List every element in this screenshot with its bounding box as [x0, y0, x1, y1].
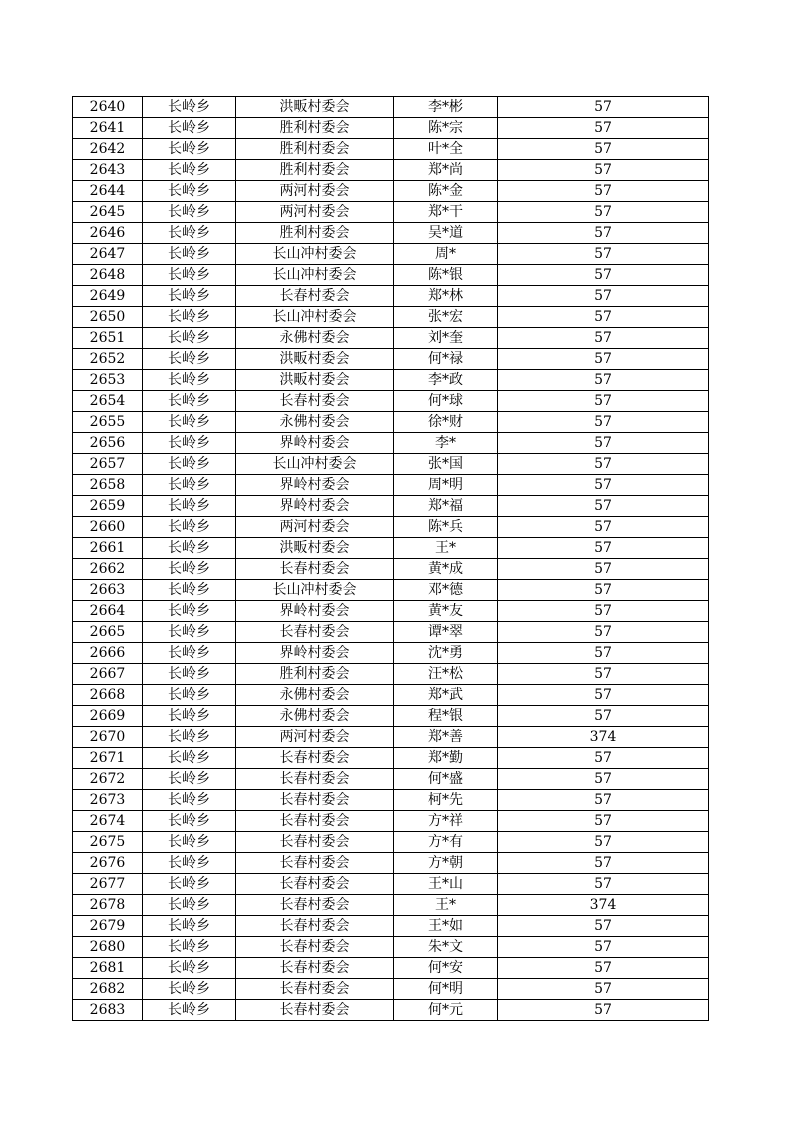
amount-cell: 57 — [498, 601, 709, 622]
serial-number-cell: 2643 — [73, 160, 143, 181]
village-committee-cell: 长山冲村委会 — [236, 580, 394, 601]
name-cell: 黄*成 — [394, 559, 498, 580]
township-cell: 长岭乡 — [143, 958, 236, 979]
table-row — [73, 139, 709, 160]
amount-cell: 57 — [498, 349, 709, 370]
village-committee-cell: 长春村委会 — [236, 1000, 394, 1021]
name-cell: 吴*道 — [394, 223, 498, 244]
township-cell: 长岭乡 — [143, 181, 236, 202]
name-cell: 郑*善 — [394, 727, 498, 748]
village-committee-cell: 胜利村委会 — [236, 664, 394, 685]
village-committee-cell: 长春村委会 — [236, 391, 394, 412]
township-cell: 长岭乡 — [143, 265, 236, 286]
table-row — [73, 181, 709, 202]
name-cell: 张*国 — [394, 454, 498, 475]
name-cell: 方*祥 — [394, 811, 498, 832]
name-cell: 方*有 — [394, 832, 498, 853]
name-cell: 谭*翠 — [394, 622, 498, 643]
township-cell: 长岭乡 — [143, 118, 236, 139]
name-cell: 王*如 — [394, 916, 498, 937]
table-row — [73, 811, 709, 832]
table-row — [73, 475, 709, 496]
amount-cell: 57 — [498, 685, 709, 706]
amount-cell: 57 — [498, 1000, 709, 1021]
village-committee-cell: 长春村委会 — [236, 559, 394, 580]
amount-cell: 57 — [498, 517, 709, 538]
table-row — [73, 937, 709, 958]
table-row — [73, 706, 709, 727]
village-committee-cell: 长春村委会 — [236, 622, 394, 643]
name-cell: 何*明 — [394, 979, 498, 1000]
village-committee-cell: 长春村委会 — [236, 874, 394, 895]
township-cell: 长岭乡 — [143, 874, 236, 895]
township-cell: 长岭乡 — [143, 517, 236, 538]
table-row — [73, 202, 709, 223]
name-cell: 何*元 — [394, 1000, 498, 1021]
village-committee-cell: 胜利村委会 — [236, 118, 394, 139]
serial-number-cell: 2664 — [73, 601, 143, 622]
name-cell: 何*安 — [394, 958, 498, 979]
name-cell: 徐*财 — [394, 412, 498, 433]
table-row — [73, 874, 709, 895]
serial-number-cell: 2663 — [73, 580, 143, 601]
amount-cell: 57 — [498, 538, 709, 559]
village-committee-cell: 界岭村委会 — [236, 496, 394, 517]
amount-cell: 57 — [498, 916, 709, 937]
serial-number-cell: 2641 — [73, 118, 143, 139]
serial-number-cell: 2671 — [73, 748, 143, 769]
amount-cell: 57 — [498, 979, 709, 1000]
amount-cell: 57 — [498, 265, 709, 286]
record-table — [72, 96, 709, 1021]
amount-cell: 57 — [498, 622, 709, 643]
township-cell: 长岭乡 — [143, 727, 236, 748]
table-row — [73, 391, 709, 412]
table-row — [73, 601, 709, 622]
village-committee-cell: 界岭村委会 — [236, 643, 394, 664]
name-cell: 郑*干 — [394, 202, 498, 223]
amount-cell: 57 — [498, 139, 709, 160]
table-row — [73, 958, 709, 979]
amount-cell: 57 — [498, 412, 709, 433]
village-committee-cell: 洪畈村委会 — [236, 97, 394, 118]
amount-cell: 57 — [498, 496, 709, 517]
village-committee-cell: 两河村委会 — [236, 517, 394, 538]
serial-number-cell: 2640 — [73, 97, 143, 118]
amount-cell: 57 — [498, 181, 709, 202]
township-cell: 长岭乡 — [143, 916, 236, 937]
serial-number-cell: 2660 — [73, 517, 143, 538]
name-cell: 陈*宗 — [394, 118, 498, 139]
village-committee-cell: 胜利村委会 — [236, 139, 394, 160]
township-cell: 长岭乡 — [143, 790, 236, 811]
amount-cell: 57 — [498, 790, 709, 811]
serial-number-cell: 2661 — [73, 538, 143, 559]
table-row — [73, 328, 709, 349]
table-row — [73, 832, 709, 853]
village-committee-cell: 长山冲村委会 — [236, 265, 394, 286]
serial-number-cell: 2657 — [73, 454, 143, 475]
township-cell: 长岭乡 — [143, 349, 236, 370]
serial-number-cell: 2668 — [73, 685, 143, 706]
township-cell: 长岭乡 — [143, 685, 236, 706]
township-cell: 长岭乡 — [143, 769, 236, 790]
table-row — [73, 370, 709, 391]
serial-number-cell: 2672 — [73, 769, 143, 790]
table-row — [73, 895, 709, 916]
township-cell: 长岭乡 — [143, 202, 236, 223]
serial-number-cell: 2651 — [73, 328, 143, 349]
township-cell: 长岭乡 — [143, 748, 236, 769]
name-cell: 柯*先 — [394, 790, 498, 811]
village-committee-cell: 长春村委会 — [236, 769, 394, 790]
township-cell: 长岭乡 — [143, 412, 236, 433]
amount-cell: 57 — [498, 160, 709, 181]
amount-cell: 57 — [498, 454, 709, 475]
table-row — [73, 412, 709, 433]
village-committee-cell: 两河村委会 — [236, 181, 394, 202]
village-committee-cell: 永佛村委会 — [236, 685, 394, 706]
township-cell: 长岭乡 — [143, 601, 236, 622]
table-row — [73, 265, 709, 286]
table-row — [73, 979, 709, 1000]
amount-cell: 57 — [498, 286, 709, 307]
township-cell: 长岭乡 — [143, 559, 236, 580]
serial-number-cell: 2675 — [73, 832, 143, 853]
table-row — [73, 349, 709, 370]
township-cell: 长岭乡 — [143, 580, 236, 601]
serial-number-cell: 2665 — [73, 622, 143, 643]
name-cell: 陈*银 — [394, 265, 498, 286]
village-committee-cell: 洪畈村委会 — [236, 349, 394, 370]
serial-number-cell: 2645 — [73, 202, 143, 223]
serial-number-cell: 2683 — [73, 1000, 143, 1021]
township-cell: 长岭乡 — [143, 139, 236, 160]
village-committee-cell: 永佛村委会 — [236, 328, 394, 349]
township-cell: 长岭乡 — [143, 643, 236, 664]
township-cell: 长岭乡 — [143, 853, 236, 874]
amount-cell: 57 — [498, 370, 709, 391]
amount-cell: 57 — [498, 97, 709, 118]
village-committee-cell: 洪畈村委会 — [236, 538, 394, 559]
amount-cell: 57 — [498, 706, 709, 727]
serial-number-cell: 2678 — [73, 895, 143, 916]
serial-number-cell: 2652 — [73, 349, 143, 370]
table-row — [73, 580, 709, 601]
serial-number-cell: 2644 — [73, 181, 143, 202]
amount-cell: 57 — [498, 118, 709, 139]
village-committee-cell: 长春村委会 — [236, 853, 394, 874]
table-row — [73, 748, 709, 769]
amount-cell: 57 — [498, 664, 709, 685]
amount-cell: 57 — [498, 748, 709, 769]
amount-cell: 374 — [498, 895, 709, 916]
village-committee-cell: 长春村委会 — [236, 832, 394, 853]
amount-cell: 57 — [498, 328, 709, 349]
township-cell: 长岭乡 — [143, 160, 236, 181]
serial-number-cell: 2673 — [73, 790, 143, 811]
name-cell: 李* — [394, 433, 498, 454]
village-committee-cell: 两河村委会 — [236, 727, 394, 748]
amount-cell: 57 — [498, 643, 709, 664]
village-committee-cell: 长山冲村委会 — [236, 454, 394, 475]
serial-number-cell: 2677 — [73, 874, 143, 895]
township-cell: 长岭乡 — [143, 811, 236, 832]
table-row — [73, 160, 709, 181]
village-committee-cell: 永佛村委会 — [236, 412, 394, 433]
township-cell: 长岭乡 — [143, 1000, 236, 1021]
serial-number-cell: 2656 — [73, 433, 143, 454]
name-cell: 叶*全 — [394, 139, 498, 160]
township-cell: 长岭乡 — [143, 475, 236, 496]
township-cell: 长岭乡 — [143, 895, 236, 916]
township-cell: 长岭乡 — [143, 433, 236, 454]
table-row — [73, 643, 709, 664]
serial-number-cell: 2647 — [73, 244, 143, 265]
serial-number-cell: 2676 — [73, 853, 143, 874]
table-row — [73, 538, 709, 559]
village-committee-cell: 胜利村委会 — [236, 223, 394, 244]
village-committee-cell: 长春村委会 — [236, 937, 394, 958]
name-cell: 程*银 — [394, 706, 498, 727]
name-cell: 王*山 — [394, 874, 498, 895]
table-row — [73, 286, 709, 307]
township-cell: 长岭乡 — [143, 328, 236, 349]
serial-number-cell: 2642 — [73, 139, 143, 160]
name-cell: 黄*友 — [394, 601, 498, 622]
amount-cell: 57 — [498, 958, 709, 979]
table-row — [73, 559, 709, 580]
amount-cell: 57 — [498, 811, 709, 832]
name-cell: 王* — [394, 538, 498, 559]
township-cell: 长岭乡 — [143, 223, 236, 244]
serial-number-cell: 2667 — [73, 664, 143, 685]
amount-cell: 57 — [498, 937, 709, 958]
amount-cell: 57 — [498, 559, 709, 580]
table-row — [73, 727, 709, 748]
serial-number-cell: 2646 — [73, 223, 143, 244]
table-row — [73, 517, 709, 538]
table-row — [73, 853, 709, 874]
serial-number-cell: 2655 — [73, 412, 143, 433]
township-cell: 长岭乡 — [143, 97, 236, 118]
amount-cell: 57 — [498, 307, 709, 328]
table-row — [73, 307, 709, 328]
name-cell: 陈*兵 — [394, 517, 498, 538]
table-row — [73, 118, 709, 139]
amount-cell: 57 — [498, 433, 709, 454]
township-cell: 长岭乡 — [143, 832, 236, 853]
table-row — [73, 916, 709, 937]
table-row — [73, 622, 709, 643]
serial-number-cell: 2674 — [73, 811, 143, 832]
village-committee-cell: 界岭村委会 — [236, 475, 394, 496]
name-cell: 郑*林 — [394, 286, 498, 307]
table-row — [73, 1000, 709, 1021]
village-committee-cell: 长春村委会 — [236, 895, 394, 916]
serial-number-cell: 2659 — [73, 496, 143, 517]
name-cell: 何*盛 — [394, 769, 498, 790]
table-row — [73, 496, 709, 517]
village-committee-cell: 长春村委会 — [236, 979, 394, 1000]
village-committee-cell: 长春村委会 — [236, 790, 394, 811]
township-cell: 长岭乡 — [143, 706, 236, 727]
name-cell: 方*朝 — [394, 853, 498, 874]
village-committee-cell: 长春村委会 — [236, 958, 394, 979]
village-committee-cell: 界岭村委会 — [236, 433, 394, 454]
township-cell: 长岭乡 — [143, 307, 236, 328]
amount-cell: 57 — [498, 769, 709, 790]
table-row — [73, 433, 709, 454]
village-committee-cell: 界岭村委会 — [236, 601, 394, 622]
table-row — [73, 244, 709, 265]
table-row — [73, 664, 709, 685]
serial-number-cell: 2662 — [73, 559, 143, 580]
township-cell: 长岭乡 — [143, 538, 236, 559]
amount-cell: 57 — [498, 874, 709, 895]
name-cell: 何*禄 — [394, 349, 498, 370]
serial-number-cell: 2648 — [73, 265, 143, 286]
name-cell: 刘*奎 — [394, 328, 498, 349]
name-cell: 邓*德 — [394, 580, 498, 601]
serial-number-cell: 2666 — [73, 643, 143, 664]
name-cell: 张*宏 — [394, 307, 498, 328]
village-committee-cell: 胜利村委会 — [236, 160, 394, 181]
township-cell: 长岭乡 — [143, 664, 236, 685]
village-committee-cell: 洪畈村委会 — [236, 370, 394, 391]
amount-cell: 57 — [498, 853, 709, 874]
amount-cell: 57 — [498, 202, 709, 223]
township-cell: 长岭乡 — [143, 244, 236, 265]
serial-number-cell: 2681 — [73, 958, 143, 979]
table-row — [73, 685, 709, 706]
serial-number-cell: 2679 — [73, 916, 143, 937]
name-cell: 李*彬 — [394, 97, 498, 118]
name-cell: 郑*勤 — [394, 748, 498, 769]
name-cell: 周*明 — [394, 475, 498, 496]
serial-number-cell: 2650 — [73, 307, 143, 328]
township-cell: 长岭乡 — [143, 937, 236, 958]
name-cell: 周* — [394, 244, 498, 265]
village-committee-cell: 永佛村委会 — [236, 706, 394, 727]
table-row — [73, 454, 709, 475]
village-committee-cell: 长春村委会 — [236, 811, 394, 832]
table-row — [73, 97, 709, 118]
name-cell: 王* — [394, 895, 498, 916]
amount-cell: 374 — [498, 727, 709, 748]
serial-number-cell: 2670 — [73, 727, 143, 748]
serial-number-cell: 2654 — [73, 391, 143, 412]
village-committee-cell: 两河村委会 — [236, 202, 394, 223]
amount-cell: 57 — [498, 475, 709, 496]
table-row — [73, 223, 709, 244]
name-cell: 郑*武 — [394, 685, 498, 706]
township-cell: 长岭乡 — [143, 622, 236, 643]
serial-number-cell: 2653 — [73, 370, 143, 391]
name-cell: 汪*松 — [394, 664, 498, 685]
amount-cell: 57 — [498, 223, 709, 244]
township-cell: 长岭乡 — [143, 391, 236, 412]
name-cell: 郑*尚 — [394, 160, 498, 181]
amount-cell: 57 — [498, 832, 709, 853]
name-cell: 李*政 — [394, 370, 498, 391]
village-committee-cell: 长山冲村委会 — [236, 244, 394, 265]
name-cell: 郑*福 — [394, 496, 498, 517]
township-cell: 长岭乡 — [143, 496, 236, 517]
village-committee-cell: 长山冲村委会 — [236, 307, 394, 328]
serial-number-cell: 2669 — [73, 706, 143, 727]
amount-cell: 57 — [498, 580, 709, 601]
serial-number-cell: 2658 — [73, 475, 143, 496]
serial-number-cell: 2649 — [73, 286, 143, 307]
township-cell: 长岭乡 — [143, 454, 236, 475]
serial-number-cell: 2682 — [73, 979, 143, 1000]
village-committee-cell: 长春村委会 — [236, 748, 394, 769]
township-cell: 长岭乡 — [143, 370, 236, 391]
table-row — [73, 790, 709, 811]
name-cell: 何*球 — [394, 391, 498, 412]
amount-cell: 57 — [498, 391, 709, 412]
table-row — [73, 769, 709, 790]
name-cell: 沈*勇 — [394, 643, 498, 664]
township-cell: 长岭乡 — [143, 286, 236, 307]
township-cell: 长岭乡 — [143, 979, 236, 1000]
amount-cell: 57 — [498, 244, 709, 265]
village-committee-cell: 长春村委会 — [236, 916, 394, 937]
name-cell: 陈*金 — [394, 181, 498, 202]
name-cell: 朱*文 — [394, 937, 498, 958]
record-table-body — [73, 97, 709, 1021]
serial-number-cell: 2680 — [73, 937, 143, 958]
village-committee-cell: 长春村委会 — [236, 286, 394, 307]
